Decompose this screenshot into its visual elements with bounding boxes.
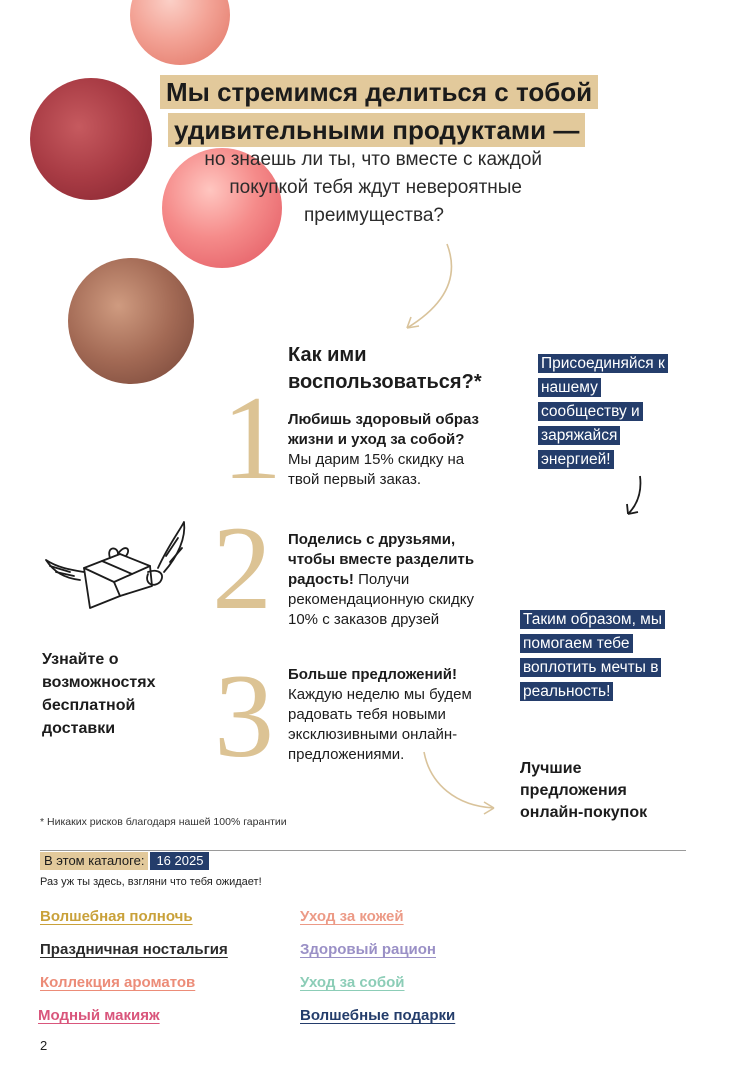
step-number-2: 2 (212, 501, 272, 634)
subheadline-line-3: преимущества? (303, 205, 444, 226)
arrow-down-icon (622, 474, 648, 518)
dreams-callout-text: Таким образом, мы помогаем тебе воплотить мечты в реальность! (520, 610, 665, 701)
curved-arrow-icon (420, 748, 500, 818)
how-to-use-title (288, 342, 482, 396)
curved-arrow-icon (395, 240, 465, 340)
step-3-bold: Больше предложений! (288, 666, 457, 683)
decorative-blush-ball (130, 0, 230, 65)
decorative-blush-ball (30, 78, 152, 200)
step-2-body: Получи рекомендационную скидку 10% с заказов друзей (288, 571, 475, 628)
step-number-3: 3 (214, 649, 274, 782)
step-1-bold: Любишь здоровый образ жизни и уход за собой? (288, 411, 479, 448)
best-offers-label: Лучшие предложения онлайн-покупок (520, 760, 648, 821)
catalog-number: 16 2025 (150, 852, 209, 870)
subheadline-line-1: но знаешь ли ты, что вместе с каждой (204, 149, 542, 170)
step-1-text (288, 410, 488, 490)
step-2-text (288, 530, 488, 630)
link-healthy-diet[interactable]: Здоровый рацион (300, 941, 436, 958)
link-magic-gifts[interactable]: Волшебные подарки (300, 1007, 456, 1024)
link-fragrance-collection[interactable]: Коллекция ароматов (40, 974, 196, 991)
dreams-callout (520, 608, 680, 704)
step-number-1: 1 (222, 371, 282, 504)
community-callout (538, 352, 678, 472)
link-holiday-nostalgia[interactable]: Праздничная ностальгия (40, 941, 228, 958)
step-2-bold: Поделись с друзьями, чтобы вместе разделить радость! (288, 531, 475, 588)
community-callout-text: Присоединяйся к нашему сообществу и заряжайся энергией! (538, 354, 668, 469)
section-divider (40, 850, 686, 851)
step-1-body: Мы дарим 15% скидку на твой первый заказ. (288, 451, 465, 488)
link-skin-care[interactable]: Уход за кожей (300, 908, 404, 925)
headline-line-2: удивительными продуктами — (168, 113, 585, 147)
decorative-blush-ball (68, 258, 194, 384)
page-number: 2 (40, 1038, 48, 1053)
catalog-tag (40, 852, 209, 870)
subheadline-line-2: покупкой тебя ждут невероятные (229, 177, 522, 198)
catalog-subtitle: Раз уж ты здесь, взгляни что тебя ожидает! (40, 876, 262, 888)
headline-line-1: Мы стремимся делиться с тобой (160, 75, 598, 109)
link-self-care[interactable]: Уход за собой (300, 974, 405, 991)
free-shipping-label: Узнайте о возможностях бесплатной доставки (42, 651, 156, 737)
catalog-label: В этом каталоге: (40, 852, 148, 870)
guarantee-footnote: * Никаких рисков благодаря нашей 100% гарантии (40, 816, 287, 828)
flying-gift-box-icon (40, 516, 190, 620)
link-fashion-makeup[interactable]: Модный макияж (38, 1007, 160, 1024)
step-3-body: Каждую неделю мы будем радовать тебя новыми эксклюзивными онлайн-предложениями. (288, 686, 472, 763)
link-magic-midnight[interactable]: Волшебная полночь (40, 908, 193, 925)
how-title-line-2: воспользоваться?* (288, 371, 482, 393)
how-title-line-1: Как ими (288, 344, 367, 366)
